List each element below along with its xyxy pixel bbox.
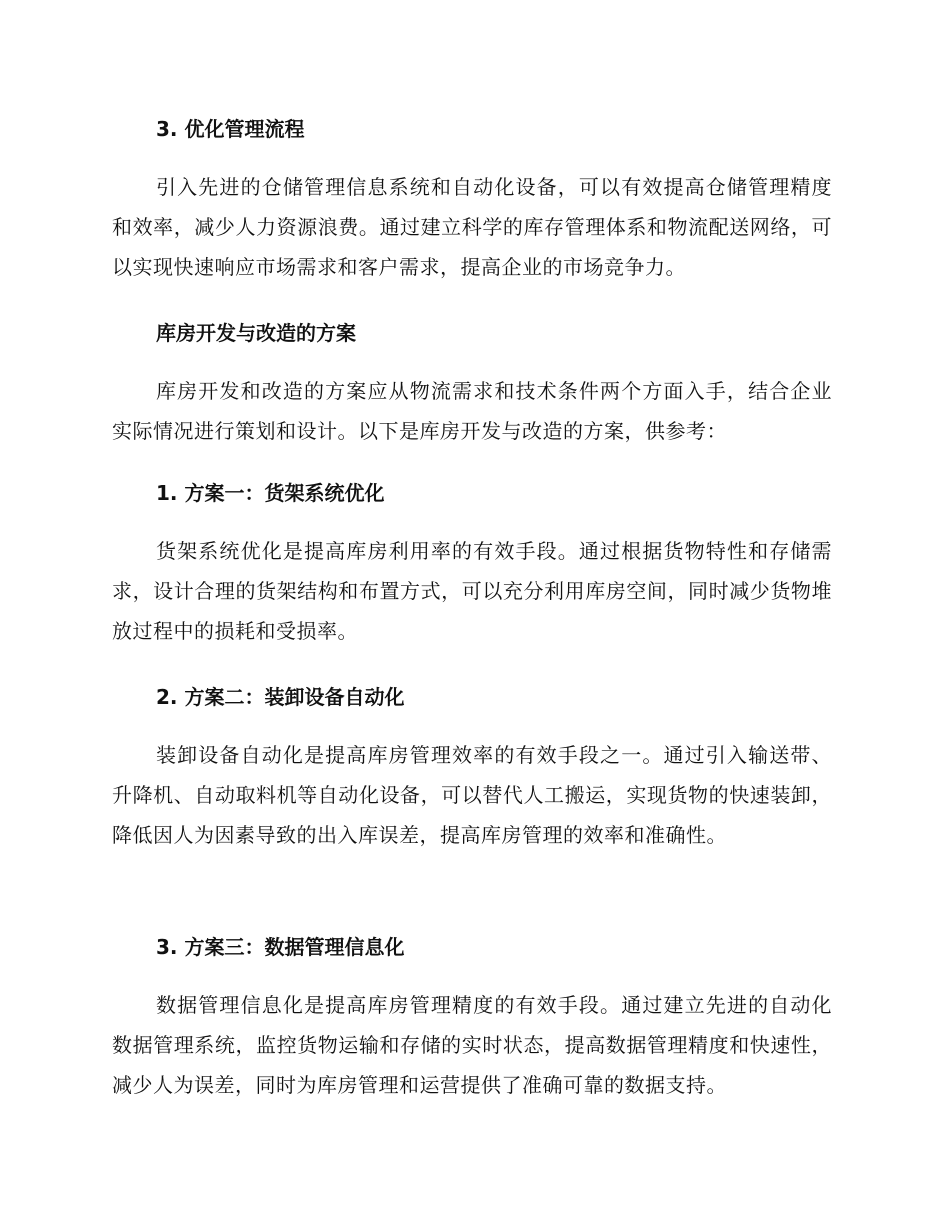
paragraph-optimize-process: 引入先进的仓储管理信息系统和自动化设备，可以有效提高仓储管理精度和效率，减少人力资源浪费。通过建立科学的库存管理体系和物流配送网络，可以实现快速响应市场需求和客户需求，提高企业的市场竞争力。 [112,175,832,279]
section-heading-plan-three: 3. 方案三：数据管理信息化 [156,935,405,959]
paragraph-plan-two: 装卸设备自动化是提高库房管理效率的有效手段之一。通过引入输送带、升降机、自动取料机等自动化设备，可以替代人工搬运，实现货物的快速装卸，降低因人为因素导致的出入库误差，提高库房管理的效率和准确性。 [112,743,832,847]
section-heading-optimize-process: 3. 优化管理流程 [156,117,305,141]
paragraph-warehouse-plan-intro: 库房开发和改造的方案应从物流需求和技术条件两个方面入手，结合企业实际情况进行策划和设计。以下是库房开发与改造的方案，供参考： [112,379,832,443]
paragraph-plan-one: 货架系统优化是提高库房利用率的有效手段。通过根据货物特性和存储需求，设计合理的货架结构和布置方式，可以充分利用库房空间，同时减少货物堆放过程中的损耗和受损率。 [112,539,832,643]
paragraph-plan-three: 数据管理信息化是提高库房管理精度的有效手段。通过建立先进的自动化数据管理系统，监控货物运输和存储的实时状态，提高数据管理精度和快速性，减少人为误差，同时为库房管理和运营提供了准确可靠的数据支持。 [112,993,832,1097]
section-heading-warehouse-plan: 库房开发与改造的方案 [156,321,356,345]
section-heading-plan-two: 2. 方案二：装卸设备自动化 [156,685,405,709]
section-heading-plan-one: 1. 方案一：货架系统优化 [156,481,385,505]
